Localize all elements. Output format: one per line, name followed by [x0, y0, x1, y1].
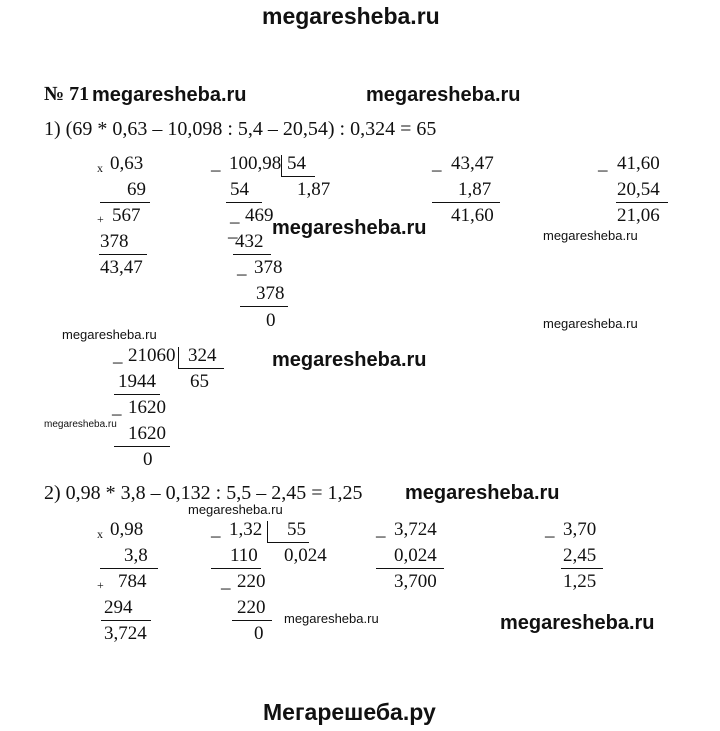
- final-remainder: 0: [254, 623, 264, 644]
- divisor: 55: [287, 519, 306, 540]
- subtrahend-3: 378: [256, 283, 285, 304]
- quotient: 65: [190, 371, 209, 392]
- watermark: megaresheba.ru: [543, 228, 638, 243]
- factor-a: 0,98: [110, 519, 144, 540]
- subtrahend: 0,024: [394, 545, 437, 566]
- plus-sign: +: [97, 212, 104, 226]
- watermark: megaresheba.ru: [272, 217, 427, 239]
- final-remainder: 0: [266, 310, 276, 331]
- subtrahend-1: 1944: [118, 371, 156, 392]
- underline: [561, 568, 603, 569]
- dividend: 1,32: [229, 519, 263, 540]
- division-bar: [178, 347, 179, 369]
- watermark: megaresheba.ru: [272, 349, 427, 371]
- subtrahend-2: 1620: [128, 423, 166, 444]
- product-result: 3,724: [104, 623, 147, 644]
- underline: [114, 394, 160, 395]
- quotient: 1,87: [297, 179, 331, 200]
- division-bar: [267, 521, 268, 543]
- remainder-1: 1620: [128, 397, 166, 418]
- underline: [100, 568, 158, 569]
- minuend: 3,70: [563, 519, 597, 540]
- dividend: 21060: [128, 345, 176, 366]
- minuend: 3,724: [394, 519, 437, 540]
- task1-expression: 1) (69 * 0,63 – 10,098 : 5,4 – 20,54) : 0,324 = 65: [44, 118, 437, 140]
- divisor-underline: [267, 542, 309, 543]
- multiply-sign: x: [97, 527, 103, 541]
- subtrahend-2: 432: [235, 231, 264, 252]
- subtrahend: 20,54: [617, 179, 660, 200]
- underline: [100, 202, 150, 203]
- watermark: megaresheba.ru: [62, 327, 157, 342]
- minus-sign: _: [211, 519, 221, 540]
- minus-sign: _: [113, 345, 123, 366]
- watermark: megaresheba.ru: [92, 84, 247, 106]
- difference: 21,06: [617, 205, 660, 226]
- watermark: megaresheba.ru: [44, 419, 117, 430]
- remainder-1: 469: [245, 205, 274, 226]
- partial-product-1: 567: [112, 205, 141, 226]
- minuend: 41,60: [617, 153, 660, 174]
- watermark: megaresheba.ru: [284, 611, 379, 626]
- minus-sign: _: [237, 257, 247, 278]
- watermark: megaresheba.ru: [543, 316, 638, 331]
- minus-sign: _: [221, 571, 231, 592]
- watermark: megaresheba.ru: [500, 612, 655, 634]
- minus-sign: _: [545, 519, 555, 540]
- underline: [226, 202, 262, 203]
- underline: [101, 620, 151, 621]
- minuend: 43,47: [451, 153, 494, 174]
- subtrahend: 1,87: [458, 179, 492, 200]
- footer-watermark: Мегарешеба.ру: [263, 699, 436, 725]
- minus-sign: _: [432, 153, 442, 174]
- watermark: megaresheba.ru: [405, 482, 560, 504]
- header-watermark: megaresheba.ru: [262, 3, 440, 29]
- partial-product-2: 294: [104, 597, 133, 618]
- minus-sign: _: [230, 205, 240, 226]
- plus-sign: +: [97, 578, 104, 592]
- underline: [240, 306, 288, 307]
- difference: 41,60: [451, 205, 494, 226]
- divisor-underline: [178, 368, 224, 369]
- minus-sign: _: [112, 397, 122, 418]
- product-result: 43,47: [100, 257, 143, 278]
- minus-sign: _: [376, 519, 386, 540]
- division-bar: [281, 155, 282, 177]
- underline: [233, 254, 271, 255]
- minus-sign: _: [211, 153, 221, 174]
- dividend: 100,98: [229, 153, 282, 174]
- remainder-2: 378: [254, 257, 283, 278]
- remainder-1: 220: [237, 571, 266, 592]
- subtrahend: 2,45: [563, 545, 597, 566]
- partial-product-2: 378: [100, 231, 129, 252]
- minus-sign: _: [228, 220, 238, 241]
- divisor: 324: [188, 345, 217, 366]
- subtrahend-1: 54: [230, 179, 249, 200]
- watermark: megaresheba.ru: [366, 84, 521, 106]
- problem-number: № 71: [44, 83, 90, 105]
- underline: [232, 620, 272, 621]
- multiply-sign: x: [97, 161, 103, 175]
- final-remainder: 0: [143, 449, 153, 470]
- task2-expression: 2) 0,98 * 3,8 – 0,132 : 5,5 – 2,45 = 1,25: [44, 482, 363, 504]
- quotient: 0,024: [284, 545, 327, 566]
- difference: 1,25: [563, 571, 597, 592]
- factor-a: 0,63: [110, 153, 144, 174]
- partial-product-1: 784: [118, 571, 147, 592]
- factor-b: 69: [127, 179, 146, 200]
- divisor: 54: [287, 153, 306, 174]
- watermark: megaresheba.ru: [188, 502, 283, 517]
- subtrahend-2: 220: [237, 597, 266, 618]
- difference: 3,700: [394, 571, 437, 592]
- underline: [114, 446, 170, 447]
- underline: [376, 568, 444, 569]
- minus-sign: _: [598, 153, 608, 174]
- factor-b: 3,8: [124, 545, 148, 566]
- subtrahend-1: 110: [230, 545, 258, 566]
- underline: [211, 568, 261, 569]
- underline: [99, 254, 147, 255]
- underline: [616, 202, 668, 203]
- underline: [432, 202, 500, 203]
- divisor-underline: [281, 176, 315, 177]
